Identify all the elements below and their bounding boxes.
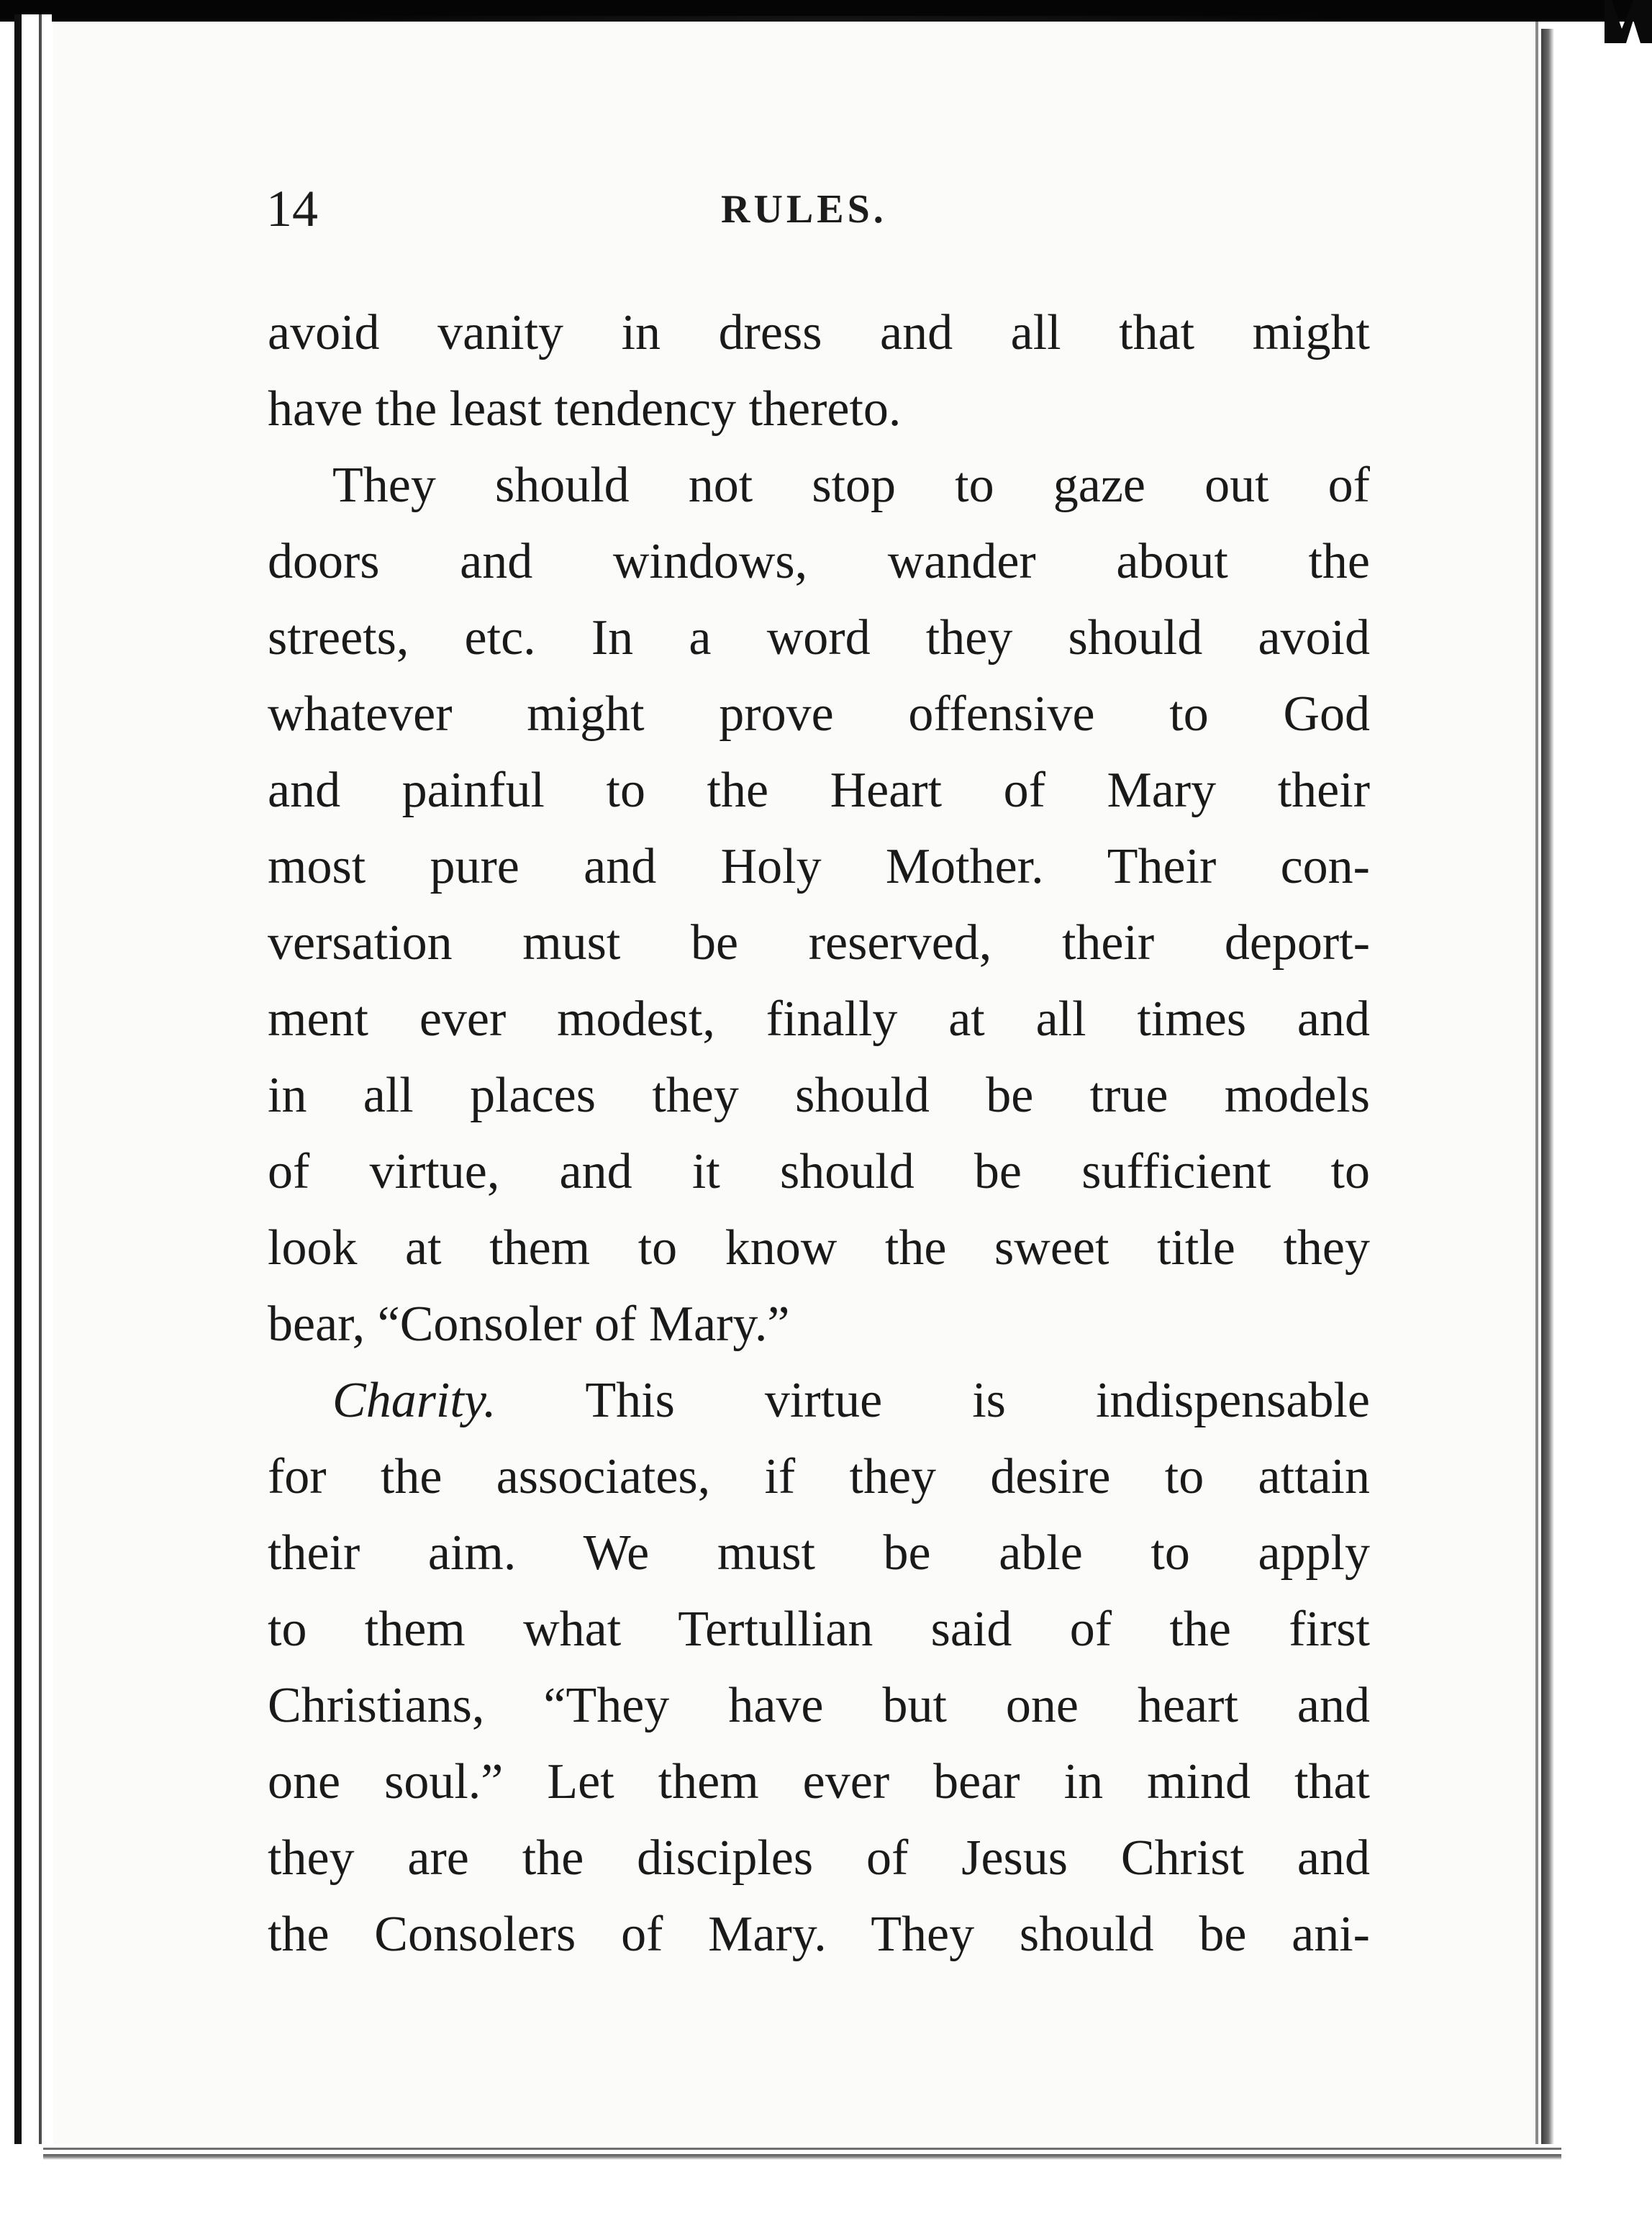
scan-left-edge <box>14 14 52 2144</box>
text-line: to them what Tertullian said of the first <box>268 1602 1370 1657</box>
text-line: streets, etc. In a word they should avoid <box>268 610 1370 666</box>
page-number: 14 <box>266 180 318 237</box>
charity-heading: Charity. <box>332 1373 496 1428</box>
text-line: their aim. We must be able to apply <box>268 1525 1370 1581</box>
text-line: the Consolers of Mary. They should be ani- <box>268 1907 1370 1962</box>
text-line: have the least tendency thereto. <box>268 381 902 437</box>
charity-paragraph-start <box>268 1363 1370 1439</box>
text-line: for the associates, if they desire to attain <box>268 1449 1370 1504</box>
text-line: they are the disciples of Jesus Christ and <box>268 1830 1370 1886</box>
text-line: versation must be reserved, their deport- <box>268 915 1370 971</box>
text-line: one soul.” Let them ever bear in mind that <box>268 1754 1370 1809</box>
text-line-rest: This virtue is indispensable <box>585 1373 1370 1428</box>
text-line: ment ever modest, finally at all times and <box>268 991 1370 1047</box>
text-line: and painful to the Heart of Mary their <box>268 763 1370 818</box>
scan-corner-mark <box>1605 0 1652 43</box>
text-line: Christians, “They have but one heart and <box>268 1678 1370 1733</box>
text-line: They should not stop to gaze out of <box>332 458 1370 513</box>
text-line: of virtue, and it should be sufficient to <box>268 1144 1370 1199</box>
body-text <box>268 295 1370 1973</box>
page-edge-strip <box>1538 29 1558 2144</box>
text-line: doors and windows, wander about the <box>268 534 1370 589</box>
running-head <box>0 180 1652 237</box>
text-line: in all places they should be true models <box>268 1068 1370 1123</box>
text-line: look at them to know the sweet title they <box>268 1220 1370 1276</box>
text-line: most pure and Holy Mother. Their con- <box>268 839 1370 894</box>
text-line: whatever might prove offensive to God <box>268 686 1370 742</box>
text-line: avoid vanity in dress and all that might <box>268 305 1370 360</box>
running-title: RULES. <box>721 187 887 232</box>
text-line: bear, “Consoler of Mary.” <box>268 1297 790 1352</box>
scan-bottom-edge <box>43 2148 1561 2167</box>
